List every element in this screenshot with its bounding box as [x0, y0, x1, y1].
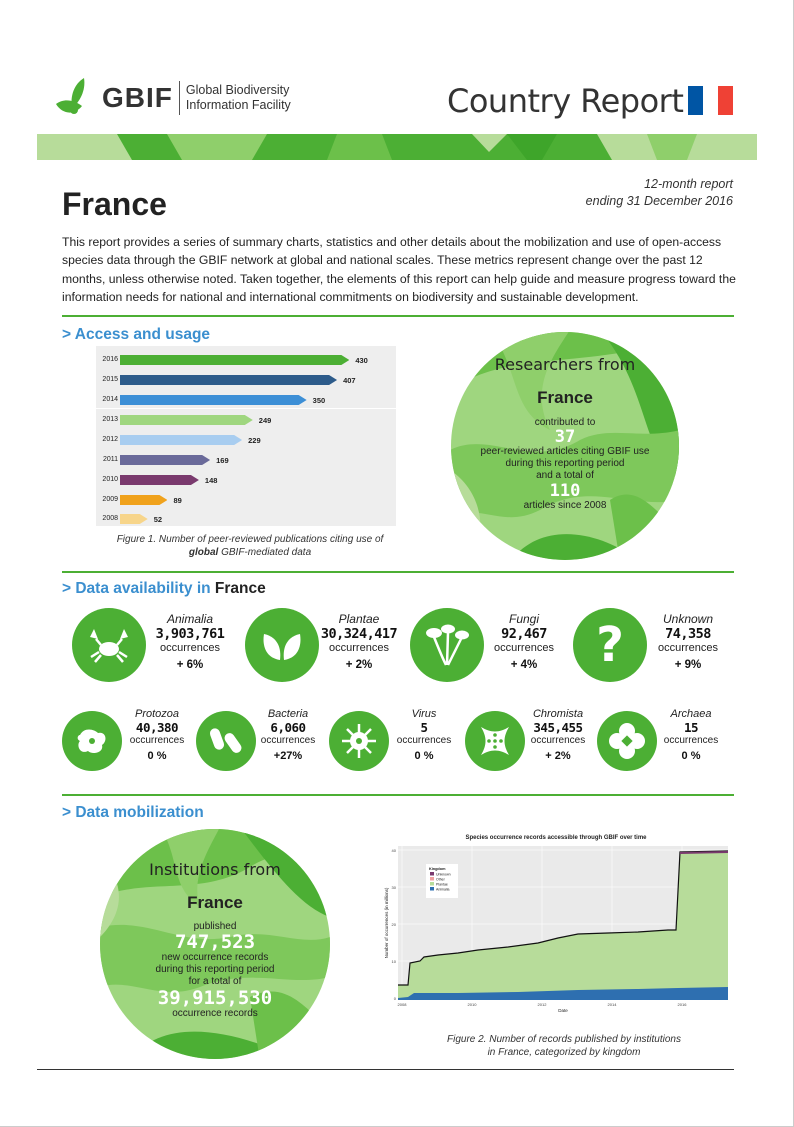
kingdom-count: 345,455 — [533, 720, 583, 735]
bar-2010 — [120, 475, 199, 485]
y-tick: 10 — [391, 959, 396, 964]
y-tick: 0 — [393, 996, 396, 1001]
bar-value-label: 249 — [258, 416, 272, 425]
virus-icon-bg — [329, 711, 389, 771]
archaea-icon — [607, 721, 647, 761]
bar-year-label: 2012 — [102, 436, 118, 443]
bacteria-icon — [208, 724, 244, 758]
section-divider — [62, 794, 734, 796]
availability-section-title — [62, 580, 266, 598]
bar-row-2009 — [96, 490, 396, 510]
legend-item: Plantae — [436, 882, 448, 887]
institutions-title: Institutions from — [149, 860, 281, 879]
legend-item: Unknown — [436, 872, 451, 877]
leaves-icon — [260, 626, 304, 664]
bar-value-label: 430 — [355, 356, 368, 365]
report-period — [586, 176, 733, 210]
kingdom-unit: occurrences — [160, 642, 220, 654]
area-chart-legend — [426, 864, 458, 898]
bar-value-label: 52 — [153, 515, 163, 524]
kingdom-count: 92,467 — [501, 626, 547, 642]
kingdom-count: 5 — [420, 720, 428, 735]
bar-group-separator — [96, 408, 396, 409]
bar-row-2014 — [96, 390, 396, 410]
kingdom-virus — [389, 708, 459, 762]
section-divider — [62, 315, 734, 317]
unknown-icon — [573, 608, 647, 682]
kingdom-change: 0 % — [414, 750, 434, 762]
kingdom-change: + 2% — [345, 659, 373, 671]
bacteria-icon-bg — [196, 711, 256, 771]
logo-separator — [179, 81, 180, 115]
kingdom-chromista — [522, 708, 594, 762]
bar-value-label: 407 — [343, 376, 356, 385]
institutions-line3: during this reporting period — [155, 964, 275, 975]
bar-row-2013 — [96, 410, 396, 430]
bar-value-label: 169 — [216, 456, 229, 465]
bar-row-2016 — [96, 350, 396, 370]
kingdom-archaea — [656, 708, 726, 762]
bar-value-label: 148 — [204, 476, 218, 485]
researchers-text — [450, 355, 680, 512]
figure1-caption — [100, 533, 400, 559]
fungi-icon — [410, 608, 484, 682]
kingdom-change: + 9% — [674, 659, 702, 671]
kingdom-animalia — [150, 612, 230, 671]
bar-2016 — [120, 355, 349, 365]
kingdom-fungi — [484, 612, 564, 671]
x-tick: 2016 — [677, 1002, 687, 1007]
bar-year-label: 2009 — [102, 496, 118, 503]
kingdom-count: 15 — [683, 720, 699, 735]
y-tick: 20 — [391, 922, 396, 927]
bar-2014 — [120, 395, 307, 405]
x-tick: 2012 — [537, 1002, 547, 1007]
chromista-icon-bg — [465, 711, 525, 771]
kingdom-name: Chromista — [532, 708, 584, 720]
x-tick: 2008 — [397, 1002, 407, 1007]
kingdom-protozoa — [122, 708, 192, 762]
kingdom-unknown — [648, 612, 728, 671]
archaea-icon-bg — [597, 711, 657, 771]
figure1-caption-bold: global — [188, 547, 219, 558]
bar-value-label: 229 — [248, 436, 261, 445]
bar-year-label: 2015 — [102, 376, 118, 383]
kingdom-unit: occurrences — [396, 735, 452, 746]
researchers-line1: contributed to — [534, 417, 596, 428]
kingdom-name: Protozoa — [134, 708, 180, 720]
kingdom-name: Archaea — [670, 708, 712, 720]
bar-2015 — [120, 375, 337, 385]
bar-year-label: 2016 — [102, 356, 118, 363]
section-divider — [62, 571, 734, 573]
legend-item: Other — [436, 877, 445, 882]
kingdom-count: 6,060 — [270, 720, 306, 735]
bar-year-label: 2013 — [102, 416, 118, 423]
kingdom-unit: occurrences — [494, 642, 554, 654]
kingdom-change: + 2% — [545, 750, 571, 762]
bar-2008 — [120, 514, 148, 524]
institutions-number-new: 747,523 — [174, 931, 256, 953]
kingdom-count: 74,358 — [665, 626, 711, 642]
legend-swatch — [430, 877, 434, 881]
bar-value-label: 89 — [173, 496, 182, 505]
kingdom-count: 3,903,761 — [155, 626, 225, 642]
report-title: Country Report — [447, 82, 684, 120]
intro-paragraph: This report provides a series of summary charts, statistics and other details about the mobilization and use of open-access species data through the GBIF network at global and national scales. These metrics represent change over the past 12 months, unless otherwise noted. Taken together, the elements of this report can help guide and measure progress toward the information needs for national and international commitments on biodiversity and sustainable development. — [62, 235, 736, 304]
access-section-title: > Access and usage — [62, 326, 211, 343]
y-axis-label: Number of occurrences (in millions) — [384, 887, 389, 959]
plantae-icon — [245, 608, 319, 682]
bar-2009 — [120, 495, 167, 505]
researchers-country: France — [537, 388, 593, 407]
bar-year-label: 2010 — [102, 476, 118, 483]
header-band — [37, 134, 757, 160]
institutions-line5: occurrence records — [172, 1008, 258, 1019]
figure1-caption-end: GBIF-mediated data — [218, 547, 312, 558]
kingdom-name: Plantae — [338, 612, 380, 626]
kingdom-name: Virus — [411, 708, 437, 720]
mushroom-icon — [424, 623, 470, 667]
bar-year-label: 2014 — [102, 396, 118, 403]
institutions-line2: new occurrence records — [161, 952, 269, 963]
kingdom-name: Unknown — [662, 612, 714, 626]
figure2-caption — [414, 1033, 714, 1059]
kingdom-unit: occurrences — [658, 642, 718, 654]
kingdom-name: Animalia — [166, 612, 214, 626]
y-tick-labels — [392, 848, 397, 1001]
logo-subtitle — [186, 83, 291, 113]
footer-rule — [37, 1069, 734, 1070]
researchers-number-110: 110 — [549, 481, 581, 501]
researchers-line2: peer-reviewed articles citing GBIF use — [480, 446, 650, 457]
flag-stripe-red — [718, 86, 733, 115]
bar-2012 — [120, 435, 242, 445]
flag-stripe-blue — [688, 86, 703, 115]
x-tick: 2014 — [607, 1002, 617, 1007]
bar-row-2008 — [96, 509, 396, 529]
logo-sub-line2: Information Facility — [185, 98, 291, 112]
legend-swatch — [430, 882, 434, 886]
kingdom-unit: occurrences — [329, 642, 389, 654]
kingdom-name: Fungi — [508, 612, 540, 626]
y-tick: 30 — [391, 885, 396, 890]
bar-2011 — [120, 455, 210, 465]
figure2-caption-line2: in France, categorized by kingdom — [487, 1047, 641, 1058]
legend-swatch — [430, 887, 434, 891]
availability-title-country: France — [214, 580, 266, 597]
legend-item: Animalia — [436, 887, 450, 892]
legend-swatch — [430, 872, 434, 876]
institutions-country: France — [187, 893, 243, 912]
gbif-leaf-icon — [54, 76, 100, 120]
publications-bar-chart — [96, 346, 396, 526]
country-title: France — [62, 186, 167, 222]
mobilization-section-title: > Data mobilization — [62, 804, 204, 821]
researchers-line3: during this reporting period — [505, 458, 625, 469]
legend-title: Kingdom — [429, 867, 446, 871]
availability-title-prefix: > Data availability in — [62, 580, 215, 597]
figure1-caption-text: Figure 1. Number of peer-reviewed publications citing use of — [116, 534, 384, 545]
question-icon: ? — [596, 617, 624, 673]
x-axis-label: Date — [558, 1008, 568, 1013]
kingdom-count: 40,380 — [135, 720, 179, 735]
period-line1: 12-month report — [644, 177, 733, 191]
institutions-line1: published — [193, 921, 237, 932]
x-tick-labels — [398, 1002, 688, 1007]
researchers-line4: and a total of — [536, 470, 594, 481]
kingdom-unit: occurrences — [260, 735, 316, 746]
researchers-number-37: 37 — [554, 427, 576, 447]
period-line2: ending 31 December 2016 — [585, 194, 733, 208]
chromista-icon — [475, 721, 515, 761]
kingdom-bacteria — [253, 708, 323, 762]
protozoa-icon — [62, 711, 122, 771]
kingdom-change: 0 % — [681, 750, 701, 762]
kingdom-count: 30,324,417 — [320, 626, 398, 642]
kingdom-change: + 4% — [510, 659, 538, 671]
occurrence-area-chart — [378, 830, 734, 1014]
area-chart-title: Species occurrence records accessible through GBIF over time — [465, 835, 647, 841]
kingdom-change: + 6% — [176, 659, 204, 671]
kingdom-change: +27% — [273, 750, 303, 762]
france-flag-icon — [688, 86, 733, 115]
crab-icon — [86, 625, 132, 665]
logo-text: GBIF — [102, 82, 173, 113]
x-tick: 2010 — [467, 1002, 477, 1007]
flag-stripe-white — [703, 86, 718, 115]
logo-sub-line1: Global Biodiversity — [185, 83, 290, 97]
institutions-line4: for a total of — [188, 976, 242, 987]
bar-row-2011 — [96, 450, 396, 470]
kingdom-unit: occurrences — [530, 735, 586, 746]
researchers-title: Researchers from — [494, 355, 636, 374]
figure2-caption-line1: Figure 2. Number of records published by institutions — [446, 1034, 681, 1045]
kingdom-unit: occurrences — [663, 735, 719, 746]
amoeba-icon — [74, 725, 110, 757]
institutions-number-total: 39,915,530 — [157, 987, 273, 1009]
bar-row-2015 — [96, 370, 396, 390]
institutions-text — [100, 860, 330, 1020]
researchers-line5: articles since 2008 — [523, 500, 607, 511]
virus-icon — [339, 721, 379, 761]
bar-row-2012 — [96, 430, 396, 450]
y-tick: 40 — [391, 848, 396, 853]
kingdom-name: Bacteria — [267, 708, 309, 720]
kingdom-unit: occurrences — [129, 735, 185, 746]
gbif-logo[interactable] — [54, 76, 291, 120]
bar-row-2010 — [96, 470, 396, 490]
bar-year-label: 2008 — [102, 515, 118, 522]
kingdom-plantae — [318, 612, 400, 671]
bar-year-label: 2011 — [102, 456, 118, 463]
animalia-icon — [72, 608, 146, 682]
bar-value-label: 350 — [312, 396, 326, 405]
kingdom-change: 0 % — [147, 750, 167, 762]
bar-2013 — [120, 415, 253, 425]
